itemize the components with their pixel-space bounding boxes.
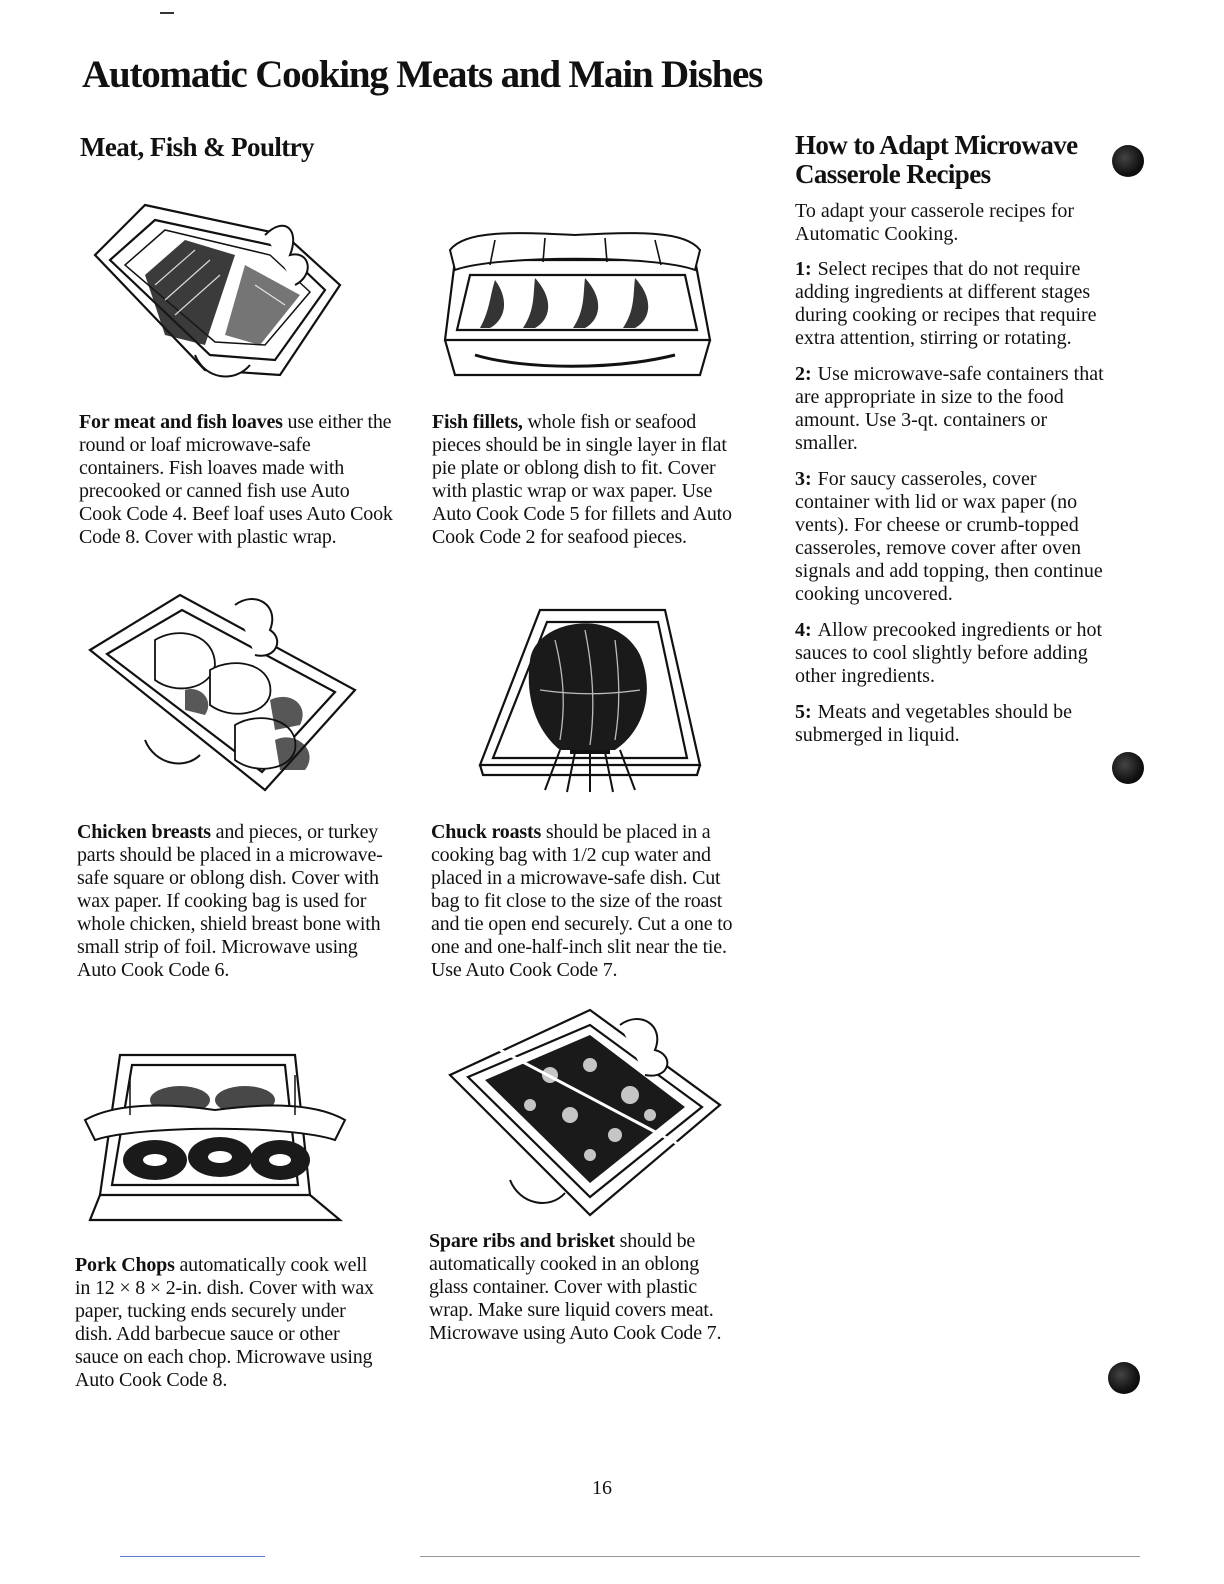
caption-bold: Chicken breasts (77, 821, 211, 843)
section-title-meat-fish-poultry: Meat, Fish & Poultry (80, 132, 314, 162)
footer-rule (120, 1556, 265, 1557)
caption-text: use either the round or loaf microwave-safe containers. Fish loaves made with precooked or canned fish use Auto Cook Code 4. Beef loaf uses Auto Cook Code 8. Cover with plastic wrap. (79, 411, 393, 548)
step-number: 5: (795, 701, 812, 723)
caption-bold: Spare ribs and brisket (429, 1230, 615, 1252)
casserole-instructions (795, 200, 1105, 760)
step-text: For saucy casseroles, cover container with lid or wax paper (no vents). For cheese or crumb-topped casseroles, remove cover after oven signals and add topping, then continue cooking uncovered. (795, 468, 1103, 605)
caption-bold: Pork Chops (75, 1254, 175, 1276)
chuck-roast-bag-illustration (475, 600, 705, 795)
casserole-step-2 (795, 363, 1105, 455)
step-number: 1: (795, 258, 812, 280)
step-number: 2: (795, 363, 812, 385)
casserole-step-5 (795, 701, 1105, 747)
caption-chuck-roasts (431, 821, 741, 982)
caption-fish-fillets (432, 411, 742, 549)
step-text: Allow precooked ingredients or hot sauces to cool slightly before adding other ingredients. (795, 619, 1103, 687)
step-text: Use microwave-safe containers that are appropriate in size to the food amount. Use 3-qt. containers or smaller. (795, 363, 1104, 454)
pork-chops-dish-illustration (80, 1045, 350, 1230)
casserole-intro: To adapt your casserole recipes for Automatic Cooking. (795, 200, 1075, 245)
step-number: 3: (795, 468, 812, 490)
casserole-step-3 (795, 468, 1105, 606)
caption-bold: Fish fillets, (432, 411, 523, 433)
page-number: 16 (592, 1477, 612, 1499)
casserole-step-1 (795, 258, 1105, 350)
section-title-line2: Casserole Recipes (795, 159, 991, 189)
binder-hole-top (1112, 145, 1144, 177)
step-number: 4: (795, 619, 812, 641)
spare-ribs-dish-illustration (440, 1005, 725, 1220)
caption-spare-ribs (429, 1230, 739, 1345)
binder-hole-middle (1112, 752, 1144, 784)
caption-bold: Chuck roasts (431, 821, 542, 843)
meat-loaf-dish-illustration (85, 195, 350, 385)
binder-hole-bottom (1108, 1362, 1140, 1394)
caption-pork-chops (75, 1254, 385, 1392)
footer-rule (420, 1556, 1140, 1557)
casserole-step-4 (795, 619, 1105, 688)
chicken-pieces-dish-illustration (85, 590, 360, 795)
caption-chicken-breasts (77, 821, 387, 982)
scan-mark (160, 12, 174, 14)
caption-text: should be placed in a cooking bag with 1/2 cup water and placed in a microwave-safe dish. Cut bag to fit close to the size of the roast and tie open end securely. Cut a one to one and one-half-inch slit near the tie. Use Auto Cook Code 7. (431, 821, 733, 981)
fish-fillets-dish-illustration (435, 220, 720, 390)
caption-bold: For meat and fish loaves (79, 411, 283, 433)
step-text: Meats and vegetables should be submerged in liquid. (795, 701, 1073, 746)
step-text: Select recipes that do not require adding ingredients at different stages during cooking or recipes that require extra attention, stirring or rotating. (795, 258, 1097, 349)
caption-text: automatically cook well in 12 × 8 × 2-in. dish. Cover with wax paper, tucking ends securely under dish. Add barbecue sauce or other sauce on each chop. Microwave using Auto Cook Code 8. (75, 1254, 374, 1391)
section-title-casserole (795, 131, 1095, 189)
section-title-line1: How to Adapt Microwave (795, 130, 1078, 160)
caption-meat-fish-loaves (79, 411, 394, 549)
caption-text: whole fish or seafood pieces should be in single layer in flat pie plate or oblong dish to fit. Cover with plastic wrap or wax paper. Use Auto Cook Code 5 for fillets and Auto Cook Code 2 for seafood pieces. (432, 411, 732, 548)
page-title: Automatic Cooking Meats and Main Dishes (82, 53, 763, 96)
caption-text: should be automatically cooked in an oblong glass container. Cover with plastic wrap. Make sure liquid covers meat. Microwave using Auto Cook Code 7. (429, 1230, 722, 1344)
caption-text: and pieces, or turkey parts should be placed in a microwave-safe square or oblong dish. Cover with wax paper. If cooking bag is used for whole chicken, shield breast bone with small strip of foil. Microwave using Auto Cook Code 6. (77, 821, 383, 981)
